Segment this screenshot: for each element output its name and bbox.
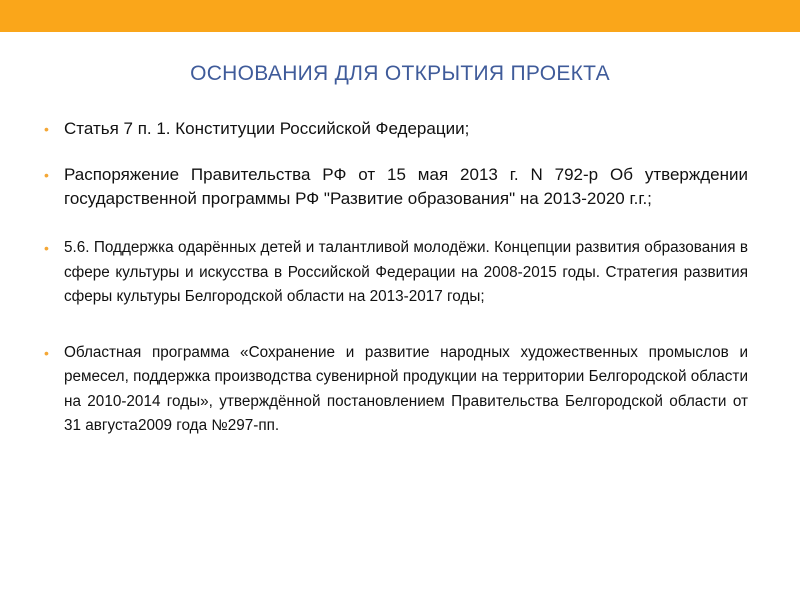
list-item-text: Распоряжение Правительства РФ от 15 мая 2013 г. N 792-р Об утверждении государственной программы РФ "Развитие образования" на 2013-2020 г.г.; <box>64 165 748 208</box>
bullet-list <box>44 117 748 439</box>
slide-title: ОСНОВАНИЯ ДЛЯ ОТКРЫТИЯ ПРОЕКТА <box>190 62 610 85</box>
bullet-dot-icon: • <box>44 121 49 137</box>
list-item-constitution <box>44 117 748 141</box>
bullet-dot-icon: • <box>44 240 49 256</box>
list-item-regional-program <box>44 341 748 439</box>
list-item-text: Областная программа «Сохранение и развитие народных художественных промыслов и ремесел, поддержка производства сувенирной продукции на территории Белгородской области на 2010-2014 годы», утверждённой постановлением Правительства Белгородской области от 31 августа2009 года №297-пп. <box>64 343 748 434</box>
bullet-dot-icon: • <box>44 344 49 361</box>
list-item-text: 5.6. Поддержка одарённых детей и талантливой молодёжи. Концепции развития образования в сфере культуры и искусства в Российской Федерации на 2008-2015 годы. Стратегия развития сферы культуры Белгородской области на 2013-2017 годы; <box>64 239 748 305</box>
list-item-education-concept <box>44 236 748 310</box>
list-item-government-order <box>44 163 748 211</box>
top-accent-bar <box>0 0 800 32</box>
bullet-dot-icon: • <box>44 167 49 183</box>
list-item-text: Статья 7 п. 1. Конституции Российской Федерации; <box>64 119 470 138</box>
